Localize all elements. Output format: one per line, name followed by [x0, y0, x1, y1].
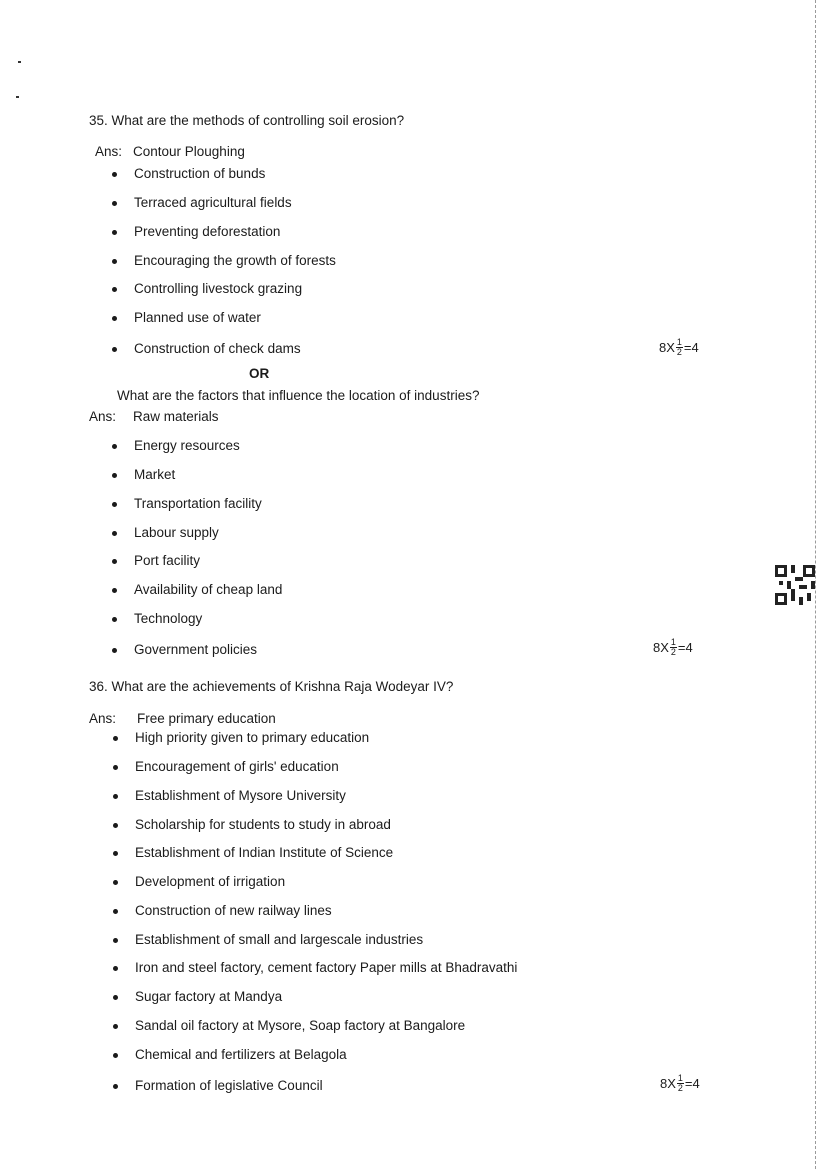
answer-label: Ans:: [89, 409, 117, 424]
scan-speck: [16, 96, 19, 98]
list-item: Terraced agricultural fields: [134, 195, 292, 210]
fraction-denominator: 2: [670, 647, 676, 657]
first-answer: Raw materials: [133, 409, 219, 424]
marks-prefix: 8X: [660, 1076, 676, 1091]
list-item: Sandal oil factory at Mysore, Soap factory at Bangalore: [135, 1018, 466, 1033]
bullet-icon: [112, 230, 117, 235]
bullet-icon: [112, 259, 117, 264]
list-item: Sugar factory at Mandya: [135, 989, 283, 1004]
marks-prefix: 8X: [653, 640, 669, 655]
bullet-icon: [112, 444, 117, 449]
bullet-icon: [112, 473, 117, 478]
list-item: Establishment of Indian Institute of Science: [135, 845, 394, 860]
or-separator: OR: [249, 366, 270, 381]
bullet-icon: [112, 588, 117, 593]
marks-35: [659, 338, 699, 357]
list-item: Development of irrigation: [135, 874, 286, 889]
question-35: 35. What are the methods of controlling soil erosion?: [89, 113, 405, 128]
list-item: Labour supply: [134, 525, 219, 540]
bullet-icon: [112, 617, 117, 622]
bullet-icon: [112, 287, 117, 292]
bullet-icon: [113, 1084, 118, 1089]
bullet-icon: [113, 966, 118, 971]
first-answer: Contour Ploughing: [133, 144, 245, 159]
bullet-icon: [112, 172, 117, 177]
scan-edge: [815, 0, 818, 1169]
list-item: Planned use of water: [134, 310, 261, 325]
bullet-icon: [112, 502, 117, 507]
list-item: Construction of check dams: [134, 341, 301, 356]
question-36: 36. What are the achievements of Krishna Raja Wodeyar IV?: [89, 679, 454, 694]
bullet-icon: [113, 736, 118, 741]
scan-speck: [18, 61, 21, 63]
bullet-icon: [113, 1024, 118, 1029]
list-item: Preventing deforestation: [134, 224, 281, 239]
marks-prefix: 8X: [659, 340, 675, 355]
marks-35-alt: [653, 638, 693, 657]
list-item: Establishment of small and largescale industries: [135, 932, 424, 947]
marks-36: [660, 1074, 700, 1093]
list-item: Market: [134, 467, 176, 482]
list-item: Encouraging the growth of forests: [134, 253, 336, 268]
qr-code-icon: [775, 565, 815, 605]
fraction-denominator: 2: [677, 1083, 683, 1093]
bullet-icon: [112, 648, 117, 653]
bullet-icon: [113, 851, 118, 856]
list-item: Transportation facility: [134, 496, 262, 511]
answer-label: Ans:: [89, 711, 117, 726]
marks-fraction: [676, 338, 683, 357]
bullet-icon: [113, 995, 118, 1000]
fraction-denominator: 2: [676, 347, 682, 357]
fraction-numerator: 1: [676, 337, 682, 347]
list-item: Construction of bunds: [134, 166, 266, 181]
list-item: Chemical and fertilizers at Belagola: [135, 1047, 347, 1062]
bullet-icon: [112, 531, 117, 536]
bullet-icon: [113, 909, 118, 914]
first-answer: Free primary education: [137, 711, 276, 726]
bullet-icon: [113, 880, 118, 885]
list-item: Availability of cheap land: [134, 582, 283, 597]
alt-question-35: What are the factors that influence the location of industries?: [117, 388, 480, 403]
marks-fraction: [670, 638, 677, 657]
list-item: Port facility: [134, 553, 201, 568]
list-item: Encouragement of girls' education: [135, 759, 339, 774]
list-item: High priority given to primary education: [135, 730, 370, 745]
bullet-icon: [113, 823, 118, 828]
list-item: Scholarship for students to study in abroad: [135, 817, 391, 832]
list-item: Iron and steel factory, cement factory Paper mills at Bhadravathi: [135, 960, 518, 975]
list-item: Government policies: [134, 642, 258, 657]
bullet-icon: [112, 316, 117, 321]
bullet-icon: [113, 1053, 118, 1058]
answer-label: Ans:: [95, 144, 123, 159]
list-item: Technology: [134, 611, 203, 626]
list-item: Energy resources: [134, 438, 240, 453]
marks-suffix: =4: [684, 1076, 700, 1091]
list-item: Establishment of Mysore University: [135, 788, 346, 803]
list-item: Controlling livestock grazing: [134, 281, 303, 296]
bullet-icon: [113, 938, 118, 943]
fraction-numerator: 1: [670, 637, 676, 647]
bullet-icon: [112, 347, 117, 352]
list-item: Construction of new railway lines: [135, 903, 332, 918]
marks-fraction: [677, 1074, 684, 1093]
bullet-icon: [112, 559, 117, 564]
marks-suffix: =4: [683, 340, 699, 355]
marks-suffix: =4: [677, 640, 693, 655]
fraction-numerator: 1: [677, 1073, 683, 1083]
bullet-icon: [112, 201, 117, 206]
bullet-icon: [113, 765, 118, 770]
list-item: Formation of legislative Council: [135, 1078, 323, 1093]
bullet-icon: [113, 794, 118, 799]
